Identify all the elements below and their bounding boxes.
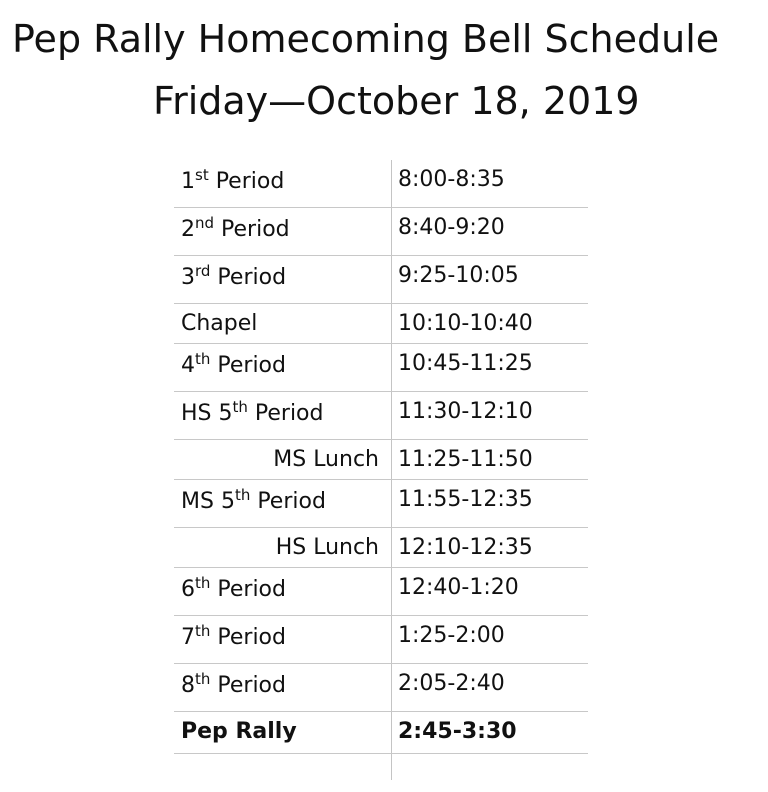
schedule-row xyxy=(174,712,588,754)
period-time: 11:30-12:10 xyxy=(398,399,533,424)
schedule-row xyxy=(174,304,588,344)
period-label: MS 5th Period xyxy=(181,486,326,514)
period-label: Chapel xyxy=(181,311,258,336)
period-label: 8th Period xyxy=(181,670,286,698)
period-label: 6th Period xyxy=(181,574,286,602)
period-time: 10:45-11:25 xyxy=(398,351,533,376)
schedule-row xyxy=(174,480,588,528)
page-subtitle-date: Friday—October 18, 2019 xyxy=(153,79,640,123)
period-time: 9:25-10:05 xyxy=(398,263,519,288)
period-label: Pep Rally xyxy=(181,719,297,744)
period-time: 12:10-12:35 xyxy=(398,535,533,560)
period-time: 12:40-1:20 xyxy=(398,575,519,600)
period-label: HS 5th Period xyxy=(181,398,324,426)
schedule-row xyxy=(174,528,588,568)
period-time: 11:25-11:50 xyxy=(398,447,533,472)
period-label: 7th Period xyxy=(181,622,286,650)
period-time: 8:40-9:20 xyxy=(398,215,505,240)
period-time: 8:00-8:35 xyxy=(398,167,505,192)
period-label: HS Lunch xyxy=(275,535,379,560)
schedule-row xyxy=(174,392,588,440)
page-title: Pep Rally Homecoming Bell Schedule xyxy=(12,17,720,61)
schedule-row xyxy=(174,160,588,208)
period-label: 1st Period xyxy=(181,166,285,194)
schedule-row xyxy=(174,256,588,304)
period-time: 11:55-12:35 xyxy=(398,487,533,512)
schedule-row xyxy=(174,664,588,712)
bell-schedule-table xyxy=(174,160,588,754)
schedule-row xyxy=(174,208,588,256)
period-label: 3rd Period xyxy=(181,262,287,290)
schedule-row xyxy=(174,616,588,664)
period-time: 2:45-3:30 xyxy=(398,719,517,744)
schedule-row xyxy=(174,568,588,616)
period-label: 4th Period xyxy=(181,350,286,378)
schedule-row xyxy=(174,440,588,480)
period-time: 10:10-10:40 xyxy=(398,311,533,336)
period-time: 2:05-2:40 xyxy=(398,671,505,696)
period-time: 1:25-2:00 xyxy=(398,623,505,648)
schedule-row xyxy=(174,344,588,392)
period-label: 2nd Period xyxy=(181,214,290,242)
period-label: MS Lunch xyxy=(273,447,379,472)
